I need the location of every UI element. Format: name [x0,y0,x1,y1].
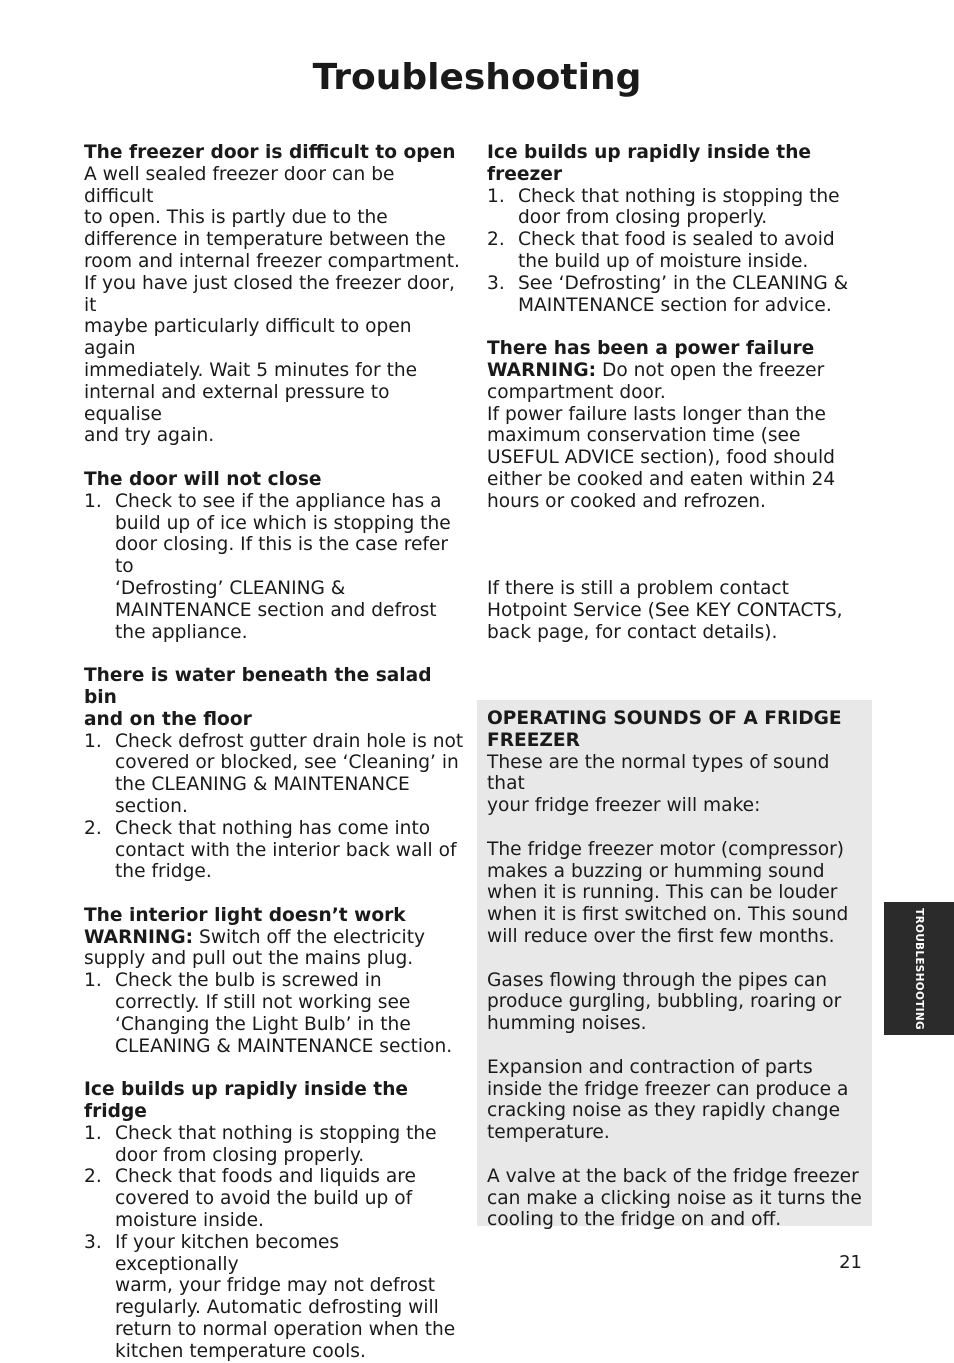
body-line: compartment door. [487,381,666,403]
list-number: 1. [84,730,102,752]
body-line: moisture inside. [115,1210,264,1232]
list-text [518,186,867,230]
sounds-paragraph-compressor [487,839,865,948]
warning-text-first: Switch off the electricity [193,926,425,948]
body-line: correctly. If still not working see [115,992,411,1014]
body-line: Gases flowing through the pipes can [487,969,828,991]
body-line: Check that nothing is stopping the [518,185,840,207]
body-line: maybe particularly difficult to open again [84,316,412,360]
body-line: the appliance. [115,621,248,643]
body-line: regularly. Automatic defrosting will [115,1297,439,1319]
body-line: If you have just closed the freezer door, it [84,272,455,316]
body-line: return to normal operation when the [115,1319,456,1341]
section-water [84,665,464,883]
body-line: door closing. If this is the case refer to [115,534,449,578]
numbered-list [84,1123,464,1363]
numbered-list [84,491,464,644]
body-line [487,360,867,382]
body-line: If your kitchen becomes exceptionally [115,1231,340,1275]
body-line: supply and pull out the mains plug. [84,948,414,970]
body-line: CLEANING & MAINTENANCE section. [115,1035,453,1057]
body-line: ‘Changing the Light Bulb’ in the [115,1013,411,1035]
page-number: 21 [839,1252,862,1273]
sounds-paragraph-valve [487,1166,865,1231]
heading-line: FREEZER [487,729,580,751]
body-line: door from closing properly. [115,1144,365,1166]
section-heading [487,708,865,752]
body-line: and try again. [84,425,215,447]
list-item [487,229,867,273]
list-item [84,731,464,818]
warning-text [84,927,464,971]
section-side-tab [884,902,954,1035]
body-line: Expansion and contraction of parts [487,1056,813,1078]
side-tab-label: TROUBLESHOOTING [913,907,925,1030]
body-line: build up of ice which is stopping the [115,512,451,534]
page-title: Troubleshooting [312,57,642,98]
body-line: when it is running. This can be louder [487,882,838,904]
list-text [115,970,464,1057]
body-line: either be cooked and eaten within 24 [487,468,836,490]
body-line: contact with the interior back wall of [115,839,457,861]
operating-sounds-content [487,708,865,1231]
section-door-close [84,469,464,643]
body-line: USEFUL ADVICE section), food should [487,447,835,469]
list-text [115,491,464,644]
body-line: See ‘Defrosting’ in the CLEANING & [518,272,849,294]
warning-text [487,360,867,404]
list-number: 3. [487,272,505,294]
body-line: humming noises. [487,1013,647,1035]
body-line: ‘Defrosting’ CLEANING & [115,577,346,599]
section-ice-fridge [84,1079,464,1362]
section-heading: The interior light doesn’t work [84,904,406,926]
section-contact [487,578,867,643]
sounds-paragraph-gases [487,970,865,1035]
body-line: These are the normal types of sound that [487,751,830,795]
body-line: when it is first switched on. This sound [487,904,849,926]
body-line: will reduce over the first few months. [487,925,835,947]
section-ice-freezer [487,142,867,316]
heading-line: OPERATING SOUNDS OF A FRIDGE [487,708,842,729]
body-line: A well sealed freezer door can be difficult [84,163,395,207]
body-line: the build up of moisture inside. [518,250,809,272]
body-line: door from closing properly. [518,207,768,229]
list-number: 1. [84,490,102,512]
warning-label: WARNING: [487,359,597,381]
list-item [84,1232,464,1363]
section-heading: Ice builds up rapidly inside the freezer [487,142,812,185]
list-text [115,1123,464,1167]
list-text [518,229,867,273]
numbered-list [84,970,464,1057]
list-number: 3. [84,1231,102,1253]
body-line: the CLEANING & MAINTENANCE [115,774,410,796]
body-line: warm, your fridge may not defrost [115,1275,436,1297]
list-text [115,731,464,818]
body-line: Hotpoint Service (See KEY CONTACTS, [487,599,843,621]
list-item [84,818,464,883]
body-line: difference in temperature between the [84,229,446,251]
list-text [115,818,464,883]
body-line: back page, for contact details). [487,621,778,643]
list-text [115,1166,464,1231]
body-line: temperature. [487,1122,610,1144]
section-freezer-door [84,142,464,447]
sounds-intro [487,752,865,817]
body-line: cooling to the fridge on and off. [487,1209,782,1231]
body-line: If power failure lasts longer than the [487,403,826,425]
list-item [84,1123,464,1167]
body-line [84,927,464,949]
body-line: to open. This is partly due to the [84,207,388,229]
body-line: section. [115,795,188,817]
list-number: 1. [84,970,102,992]
numbered-list [84,731,464,884]
sounds-paragraph-expansion [487,1057,865,1144]
section-power-failure [487,338,867,512]
body-line: can make a clicking noise as it turns the [487,1187,862,1209]
body-line: internal and external pressure to equalise [84,381,390,425]
section-heading [84,665,464,730]
warning-text-first: Do not open the freezer [596,359,825,381]
operating-sounds-box [477,700,872,1231]
body-line: Check that food is sealed to avoid [518,229,835,251]
heading-line: There is water beneath the salad bin [84,665,432,708]
body-line: room and internal freezer compartment. [84,250,460,272]
list-item [487,273,867,317]
list-text [115,1232,464,1363]
body-line: A valve at the back of the fridge freezer [487,1165,859,1187]
list-item [84,1166,464,1231]
list-item [84,970,464,1057]
list-number: 2. [84,817,102,839]
section-heading: There has been a power failure [487,338,815,360]
body-line: produce gurgling, bubbling, roaring or [487,991,842,1013]
left-column [84,142,464,1363]
body-line: The fridge freezer motor (compressor) [487,838,845,860]
body-line: your fridge freezer will make: [487,795,761,817]
section-heading: Ice builds up rapidly inside the fridge [84,1079,409,1123]
list-number: 1. [84,1122,102,1144]
body-line: covered to avoid the build up of [115,1188,413,1210]
body-line: covered or blocked, see ‘Cleaning’ in [115,752,459,774]
section-heading: The door will not close [84,468,322,490]
section-interior-light [84,905,464,1058]
body-line: cracking noise as they rapidly change [487,1100,841,1122]
body-line: Check to see if the appliance has a [115,490,442,512]
right-column [487,142,867,643]
section-body [487,404,867,513]
heading-line: and on the floor [84,708,252,730]
list-item [84,491,464,644]
list-item [487,186,867,230]
list-text [518,273,867,317]
body-line: MAINTENANCE section for advice. [518,294,832,316]
body-line: kitchen temperature cools. [115,1340,366,1362]
section-body [84,164,464,447]
numbered-list [487,186,867,317]
body-line: MAINTENANCE section and defrost [115,599,437,621]
list-number: 2. [487,229,505,251]
body-line: maximum conservation time (see [487,425,801,447]
body-line: inside the fridge freezer can produce a [487,1078,849,1100]
body-line: immediately. Wait 5 minutes for the [84,359,418,381]
body-line: Check the bulb is screwed in [115,970,382,992]
list-number: 2. [84,1166,102,1188]
body-line: Check that nothing is stopping the [115,1122,437,1144]
body-line: Check that foods and liquids are [115,1166,416,1188]
warning-label: WARNING: [84,926,194,948]
body-line: Check defrost gutter drain hole is not [115,730,464,752]
section-heading: The freezer door is difficult to open [84,142,456,163]
body-line: Check that nothing has come into [115,817,431,839]
body-line: makes a buzzing or humming sound [487,860,825,882]
list-number: 1. [487,185,505,207]
body-line: the fridge. [115,861,212,883]
body-line: hours or cooked and refrozen. [487,490,766,512]
body-line: If there is still a problem contact [487,577,789,599]
